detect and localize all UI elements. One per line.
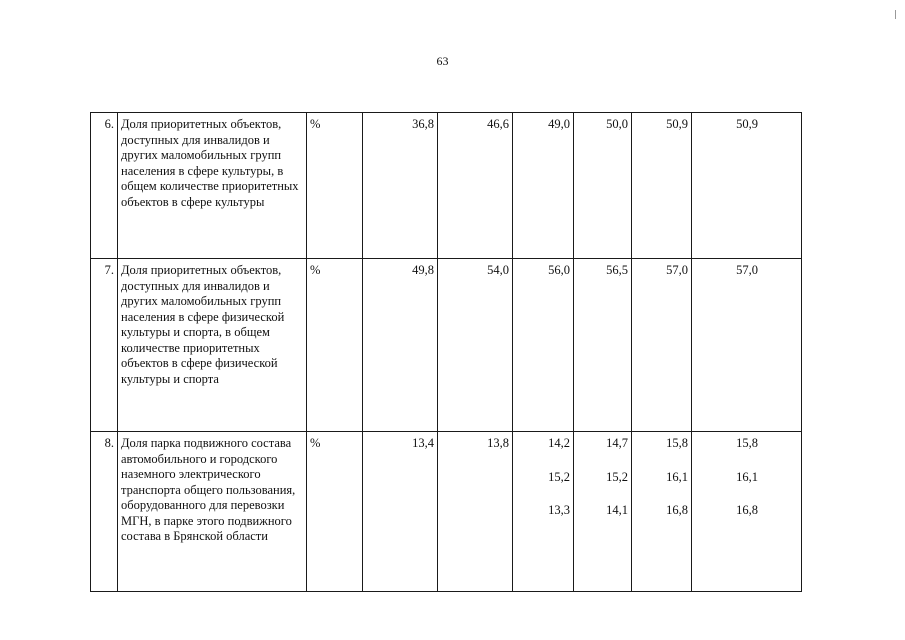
- row-description: Доля приоритетных объектов, доступных для инвалидов и других маломобильных групп населения в сфере культуры, в общем количестве приоритетных объектов в сфере культуры: [118, 113, 307, 259]
- table-row: [91, 432, 802, 592]
- value-cell: [438, 113, 513, 259]
- value: 14,1: [606, 503, 628, 517]
- value: 50,9: [666, 117, 688, 131]
- row-number: 7.: [91, 259, 118, 432]
- value: 14,2: [548, 436, 570, 450]
- value: 15,8: [666, 436, 688, 450]
- value-cell: [574, 113, 632, 259]
- value-cell: [632, 113, 692, 259]
- value: 15,2: [548, 469, 570, 484]
- value: 56,5: [606, 263, 628, 277]
- row-description: Доля парка подвижного состава автомобильного и городского наземного электрического транспорта общего пользования, оборудованного для перевозки МГН, в парке этого подвижного состава в Брянской области: [118, 432, 307, 592]
- value: 15,8: [736, 436, 758, 450]
- table-row: [91, 259, 802, 432]
- value: 49,0: [548, 117, 570, 131]
- value-cell: [513, 432, 574, 592]
- value: 13,3: [548, 503, 570, 517]
- row-description: Доля приоритетных объектов, доступных для инвалидов и других маломобильных групп населения в сфере физической культуры и спорта, в общем количестве приоритетных объектов в сфере физической культуры и спорта: [118, 259, 307, 432]
- value-cell: [632, 432, 692, 592]
- row-unit: %: [307, 432, 363, 592]
- value: 50,9: [736, 117, 758, 131]
- row-unit: %: [307, 113, 363, 259]
- value-cell: [363, 432, 438, 592]
- value: 15,2: [606, 469, 628, 484]
- value-cell: [438, 259, 513, 432]
- value-cell: [692, 113, 802, 259]
- value-cell: [513, 259, 574, 432]
- value-cell: [632, 259, 692, 432]
- scan-mark: [895, 10, 896, 19]
- value-cell: [363, 113, 438, 259]
- value-cell: [438, 432, 513, 592]
- value: 46,6: [487, 117, 509, 131]
- value: 36,8: [412, 117, 434, 131]
- value-cell: [692, 259, 802, 432]
- row-unit: %: [307, 259, 363, 432]
- value-cell: [692, 432, 802, 592]
- row-number: 8.: [91, 432, 118, 592]
- value: 16,1: [666, 469, 688, 484]
- value: 50,0: [606, 117, 628, 131]
- table-row: [91, 113, 802, 259]
- value: 16,1: [736, 469, 758, 484]
- row-number: 6.: [91, 113, 118, 259]
- value: 16,8: [736, 503, 758, 517]
- page-number: 63: [436, 54, 449, 68]
- value: 14,7: [606, 436, 628, 450]
- value: 16,8: [666, 503, 688, 517]
- value: 57,0: [666, 263, 688, 277]
- value: 13,4: [412, 436, 434, 450]
- value: 49,8: [412, 263, 434, 277]
- value: 54,0: [487, 263, 509, 277]
- value-cell: [574, 259, 632, 432]
- value-cell: [363, 259, 438, 432]
- value-cell: [574, 432, 632, 592]
- value: 13,8: [487, 436, 509, 450]
- value: 57,0: [736, 263, 758, 277]
- indicators-table: [90, 112, 802, 592]
- value-cell: [513, 113, 574, 259]
- value: 56,0: [548, 263, 570, 277]
